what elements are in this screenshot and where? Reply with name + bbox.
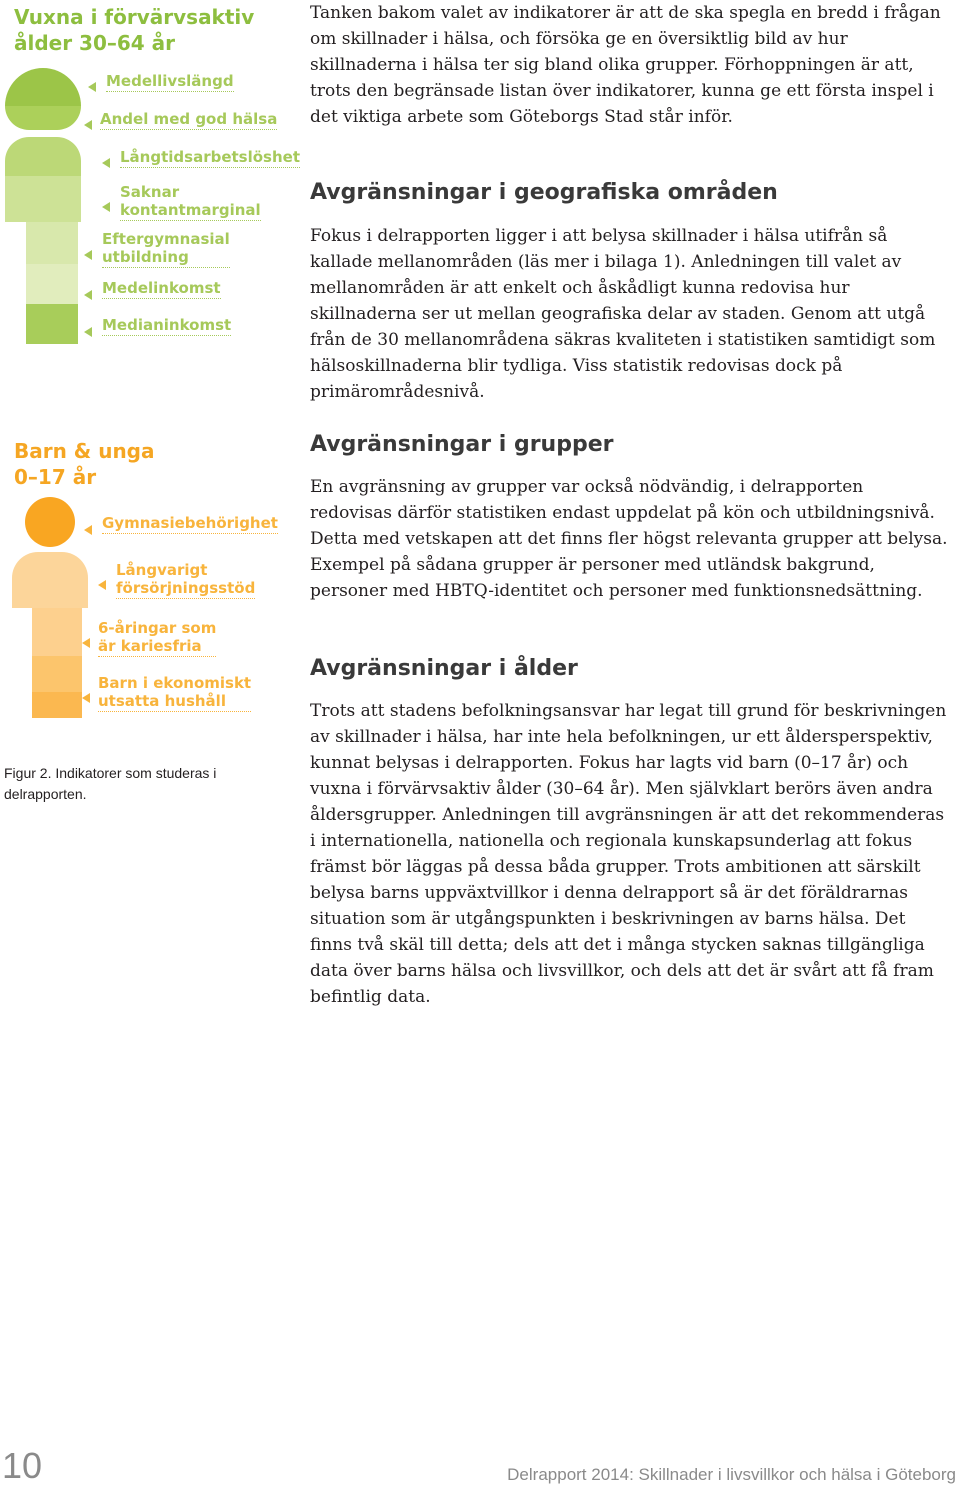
indicator-label: Medianinkomst bbox=[102, 316, 232, 334]
indicator-label: Medellivslängd bbox=[106, 72, 234, 90]
section-grupper bbox=[310, 474, 950, 604]
section-alder bbox=[310, 698, 950, 1010]
indicator-label: 6-åringar som är kariesfria bbox=[98, 619, 217, 655]
indicator-label: Saknar kontantmarginal bbox=[120, 183, 261, 219]
indicator-label: Gymnasiebehörighet bbox=[102, 514, 278, 532]
child-head bbox=[25, 497, 75, 547]
section-paragraph: Fokus i delrapporten ligger i att belysa skillnader i hälsa utifrån så kallade mellanområden (läs mer i bilaga 1). Anledningen till valet av mellanområden är att enkelt och åskådligt kunna redovisa hur skillnaderna ser ut mellan geografiska delar av staden. Genom att utgå från de 30 mellanområdena säkras kvaliteten i statistiken samtidigt som hälsoskillnaderna blir tydliga. Viss statistik redovisas dock på primärområdesnivå. bbox=[310, 226, 936, 402]
child-leg-band-2 bbox=[32, 656, 82, 692]
indicator-label: Andel med god hälsa bbox=[100, 110, 278, 128]
indicator-label: Eftergymnasial utbildning bbox=[102, 230, 230, 266]
indicator-label: Långvarigt försörjningsstöd bbox=[116, 561, 256, 597]
indicator-label: Barn i ekonomiskt utsatta hushåll bbox=[98, 674, 252, 710]
child-figure bbox=[0, 0, 300, 1488]
page-number: 10 bbox=[2, 1445, 43, 1486]
child-shoulders bbox=[12, 552, 88, 608]
arrow-marker bbox=[82, 638, 90, 648]
section-heading-alder: Avgränsningar i ålder bbox=[310, 656, 578, 681]
arrow-marker bbox=[98, 580, 106, 590]
section-paragraph: En avgränsning av grupper var också nödvändig, i delrapporten redovisas därför statistiken endast uppdelat på kön och utbildningsnivå. Detta med vetskapen att det finns fler högst relevanta grupper att belysa. Exempel på sådana grupper är personer med utländsk bakgrund, personer med HBTQ-identitet och personer med funktionsnedsättning. bbox=[310, 477, 948, 601]
report-title: Delrapport 2014: Skillnader i livsvillkor och hälsa i Göteborg bbox=[507, 1465, 956, 1484]
adult-group-title: Vuxna i förvärvsaktiv ålder 30–64 år bbox=[14, 5, 255, 55]
intro-paragraph: Tanken bakom valet av indikatorer är att de ska spegla en bredd i frågan om skillnader i hälsa, och försöka ge en översiktlig bild av hur skillnaderna i hälsa ter sig bland olika grupper. Förhoppningen är att, trots den begränsade listan över indikatorer, kunna ge ett första inspel i det viktiga arbete som Göteborgs Stad står inför. bbox=[310, 3, 941, 127]
indicator-label: Långtidsarbetslöshet bbox=[120, 148, 300, 166]
figure-caption: Figur 2. Indikatorer som studeras i delrapporten. bbox=[4, 765, 217, 802]
child-group-title: Barn & unga 0–17 år bbox=[14, 439, 155, 489]
arrow-marker bbox=[82, 693, 90, 703]
child-leg-band-1 bbox=[32, 608, 82, 656]
section-heading-grupper: Avgränsningar i grupper bbox=[310, 432, 614, 457]
child-leg-band-3 bbox=[32, 692, 82, 718]
arrow-marker bbox=[84, 525, 92, 535]
indicator-label: Medelinkomst bbox=[102, 279, 221, 297]
section-paragraph: Trots att stadens befolkningsansvar har legat till grund för beskrivningen av skillnader i hälsa, har inte hela befolkningen, ur ett åldersperspektiv, kunnat belysas i delrapporten. Fokus har lagts vid barn (0–17 år) och vuxna i förvärvsaktiv ålder (30–64 år). Men självklart berörs även andra åldersgrupper. Anledningen till avgränsningen är att det rekommenderas i internationella, nationella och regionala kunskapsunderlag att fokus främst bör läggas på dessa båda grupper. Trots ambitionen att särskilt belysa barns uppväxtvillkor i denna delrapport så är det föräldrarnas situation som är utgångspunkten i beskrivningen av barns hälsa. Det finns två skäl till detta; dels att det i många stycken saknas tillgängliga data över barns hälsa och livsvillkor, och dels att det är svårt att få fram befintlig data. bbox=[310, 701, 947, 1007]
intro-block bbox=[310, 0, 950, 130]
section-heading-geografiska: Avgränsningar i geografiska områden bbox=[310, 180, 778, 205]
section-geografiska bbox=[310, 223, 950, 405]
